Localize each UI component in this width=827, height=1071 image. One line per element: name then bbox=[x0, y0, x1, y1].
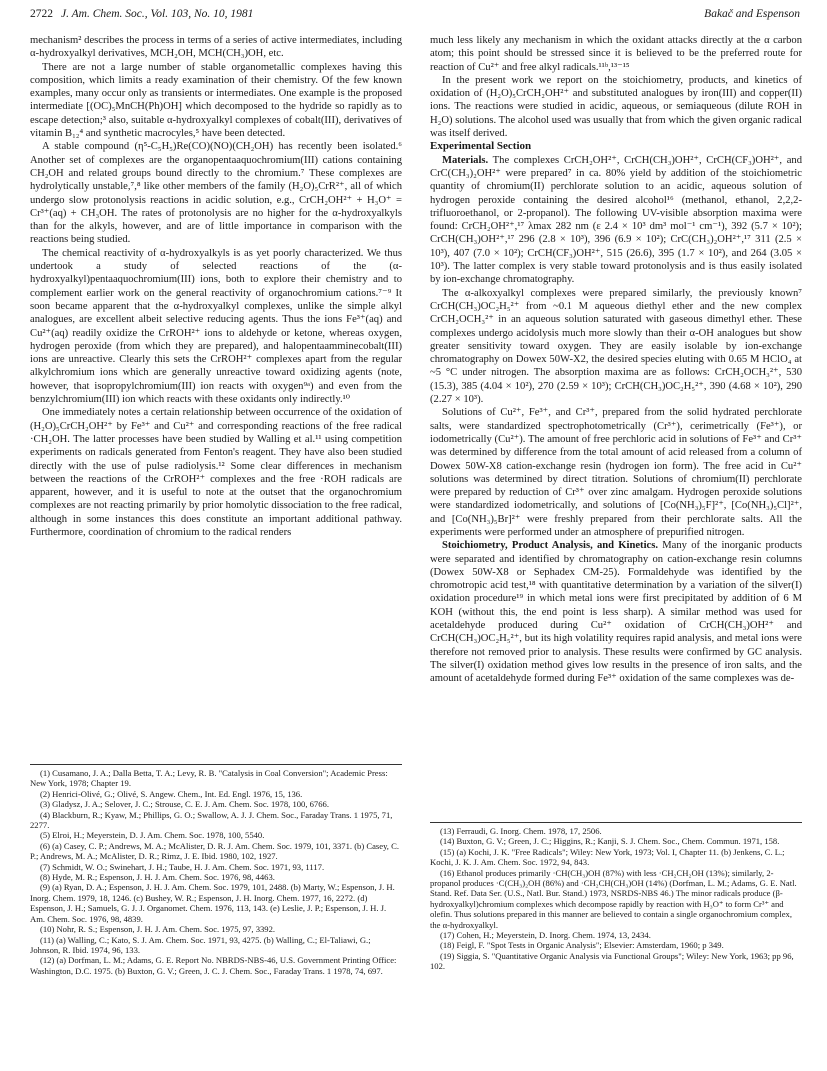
footnote: (15) (a) Kochi, J. K. "Free Radicals"; Wiley: New York, 1973; Vol. I, Chapter 11. (b) Jenkens, C. L.; Kochi, J. K. J. Am. Chem. Soc. 1972, 94, 843. bbox=[430, 846, 785, 868]
body-paragraph: In the present work we report on the stoichiometry, products, and kinetics of oxidation of (H₂O)₅CrCH₂OH²⁺ and substituted analogues by iron(III) and copper(II) ions. The reactions were studied in acidic, aqueous, or semiaqueous (dilute ROH in H₂O) solutions. The alcohol used was usually that from which the given organic radical was itself derived. bbox=[430, 74, 802, 140]
footnote: (19) Siggia, S. "Quantitative Organic Analysis via Functional Groups"; Wiley: New York, 1963; pp 96, 102. bbox=[430, 950, 794, 972]
footnotes-left bbox=[30, 764, 402, 976]
footnote: (4) Blackburn, R.; Kyaw, M.; Phillips, G. O.; Swallow, A. J. J. Chem. Soc., Faraday Trans. 1 1975, 71, 2277. bbox=[30, 809, 393, 831]
footnote: (13) Ferraudi, G. Inorg. Chem. 1978, 17, 2506. bbox=[440, 826, 602, 836]
footnote: (14) Buxton, G. V.; Green, J. C.; Higgins, R.; Kanji, S. J. Chem. Soc., Chem. Commun. 1971, 158. bbox=[440, 836, 780, 847]
footnote: (5) Elroi, H.; Meyerstein, D. J. Am. Chem. Soc. 1978, 100, 5540. bbox=[40, 830, 265, 841]
right-column bbox=[430, 34, 802, 686]
paragraph-text: Many of the inorganic products were separated and identified by chromatography on cation-exchange resin columns (Dowex 50W-X8 or Sephadex CM-25). Formaldehyde was identified by the chromotropic acid test,¹⁸ with quantitative determination by a variation of the silver(I) oxidation procedure¹⁹ in which metal ions were first precipitated by addition of 6 M KOH (without this, the end point is less sharp). A similar method was used for acetaldehyde produced during Cu²⁺ oxidation of CrCH(CH₃)OH²⁺ and CrCH(CH₃)OC₂H₅²⁺, but its high volatility requires rapid analysis, and metal ions were therefore not removed prior to analysis. These results were confirmed by GC analysis. The silver(I) oxidation method gives low results in the presence of iron salts, and the amount of acetaldehyde formed during Fe³⁺ oxidation of the same complexes was de- bbox=[430, 540, 802, 685]
body-paragraph bbox=[430, 539, 802, 685]
footnote: (2) Henrici-Olivé, G.; Olivé, S. Angew. Chem., Int. Ed. Engl. 1976, 15, 136. bbox=[40, 788, 303, 799]
body-paragraph: There are not a large number of stable organometallic complexes having this composition, which limits a ready examination of their chemistry. Of the few known examples, many occur only as transients or intermediates. One example is the proposed intermediate [(OC)₅MnCH(Ph)OH] which decomposed to the hydride so rapidly as to escape detection;³ also, suitable α-hydroxyalkyl complexes of cobalt(III), derivatives of vitamin B₁₂⁴ and synthetic macrocyles,⁵ have been detected. bbox=[30, 61, 402, 140]
footnote: (6) (a) Casey, C. P.; Andrews, M. A.; McAlister, D. R. J. Am. Chem. Soc. 1979, 101, 3371. (b) Casey, C. P.; Andrews, M. A.; McAlister, D. R.; Rimz, J. E. Ibid. 1980, 102, 1927. bbox=[30, 840, 399, 862]
body-paragraph: mechanism² describes the process in terms of a series of active intermediates, including α-hydroxyalkyl derivatives, MCH₂OH, MCH(CH₃)OH, etc. bbox=[30, 35, 402, 60]
left-column bbox=[30, 34, 402, 539]
body-paragraph: The chemical reactivity of α-hydroxyalkyls is as yet poorly characterized. We thus undertook a study of selected reactions of the (α-hydroxyalkyl)pentaaquochromium(III) ions, both to explore their chemistry and to complement earlier work on the general reactivity of organochromium cations.⁷⁻⁹ It soon became apparent that the α-hydroxyalkyl complexes, unlike the simple alkyl analogues, are excellent albeit selective reducing agents. Thus the ions Fe³⁺(aq) and Cu²⁺(aq) readily oxidize the CrROH²⁺ ions to aldehyde or ketone, whereas oxygen, hydrogen peroxide (from which they are prepared), and halopentaamminecobalt(III) ions are unreactive. Clearly this sets the CrROH²⁺ complexes apart from the regular alkylchromium ions which are generally unreactive toward oxidizing agents (note, however, that isopropylchromium(III) ion reacts with oxygen⁹ᵃ) and even from the benzylchromium(III) ion which reacts with these oxidants only indirectly.¹⁰ bbox=[30, 247, 402, 406]
footnote: (1) Cusamano, J. A.; Dalla Betta, T. A.; Levy, R. B. "Catalysis in Coal Conversion"; Academic Press: New York, 1978; Chapter 19. bbox=[30, 768, 388, 789]
footnote: (9) (a) Ryan, D. A.; Espenson, J. H. J. Am. Chem. Soc. 1979, 101, 2488. (b) Marty, W.; Espenson, J. H. Inorg. Chem. 1979, 18, 1246. (c) Bushey, W. R.; Espenson, J. H. Inorg. Chem. 1977, 16, 2272. (d) Espenson, J. H.; Samuels, G. J. J. Organomet. Chem. 1976, 113, 143. (e) Leslie, J. P.; Espenson, J. H. J. Am. Chem. Soc. 1976, 98, 4839. bbox=[30, 882, 395, 924]
footnote: (18) Feigl, F. "Spot Tests in Organic Analysis"; Elsevier: Amsterdam, 1960; p 349. bbox=[440, 940, 724, 951]
body-paragraph: Solutions of Cu²⁺, Fe³⁺, and Cr³⁺, prepared from the solid hydrated perchlorate salts, were standardized spectrophotometrically (Cr³⁺), cerimetrically (Fe³⁺), or iodometrically (Cu²⁺). The amount of free perchloric acid in solutions of Fe³⁺ and Cr³⁺ was determined by difference from the total amount of acid released from a column of Dowex 50W-X8 cation-exchange resin (hydrogen ion form). The free acid in Cu²⁺ solutions was determined by direct titration. Solutions of chromium(II) perchlorate were prepared by reduction of Cr³⁺ over zinc amalgam. Hydrogen peroxide solutions were standardized iodometrically, and solutions of [Co(NH₃)₅F]²⁺, [Co(NH₃)₅Cl]²⁺, and [Co(NH₃)₅Br]²⁺ were freshly prepared from their perchlorate salts. All the experiments were performed under an atmosphere of prepurified nitrogen. bbox=[430, 407, 802, 538]
footnotes-right bbox=[430, 822, 802, 972]
body-paragraph bbox=[430, 154, 802, 287]
footnote: (7) Schmidt, W. O.; Swinehart, J. H.; Taube, H. J. Am. Chem. Soc. 1971, 93, 1117. bbox=[40, 861, 325, 872]
footnote: (16) Ethanol produces primarily ·CH(CH₃)OH (87%) with less ·CH₂CH₂OH (13%); similarly, 2-propanol produces ·C(CH₃)₂OH (86%) and ·CH₂CH(CH₃)OH (14%) (Dorfman, L. M.; Adams, G. E. Natl. Stand. Ref. Data Ser. (U.S., Natl. Bur. Stand.) 1973, NSRDS-NBS 46.) The minor radicals produce (β-hydroxyalkyl)chromium complexes which decompose rapidly by reaction with H₃O⁺ to form Cr³⁺ and olefin. Thus solutions prepared in this manner are believed to contain a single organochromium complex, the α-hydroxyalkyl. bbox=[430, 867, 797, 930]
run-in-heading: Materials. bbox=[442, 154, 489, 166]
run-in-heading: Stoichiometry, Product Analysis, and Kinetics. bbox=[442, 540, 658, 552]
body-paragraph: The α-alkoxyalkyl complexes were prepared similarly, the previously known⁷ CrCH(CH₃)OC₂H₅²⁺ from ~0.1 M aqueous diethyl ether and the new complex CrCH₂OCH₃²⁺ in an aqueous solution saturated with gaseous dimethyl ether. These complexes undergo acidolysis much more slowly than their α-OH analogues but show greater sensitivity toward oxygen. They are easily isolable by ion-exchange chromatography on Dowex 50W-X2, the desired species eluting with 0.65 M HClO₄ at ~5 °C under nitrogen. The absorption maxima are as follows: CrCH₂OCH₃²⁺, 530 (15.3), 385 (4.04 × 10²), 270 (2.59 × 10³); CrCH(CH₃)OC₂H₅²⁺, 390 (4.68 × 10²), 290 (2.27 × 10³). bbox=[430, 287, 802, 406]
running-head-left bbox=[30, 8, 253, 20]
paragraph-text: The complexes CrCH₂OH²⁺, CrCH(CH₃)OH²⁺, CrCH(CF₃)OH²⁺, and CrC(CH₃)₂OH²⁺ were prepared⁷ in ca. 80% yield by addition of the stoichiometric quantity of chromium(II) perchlorate solution to an acidic, aqueous solution of hydrogen peroxide containing the desired alcohol¹⁶ (methanol, ethanol, 2,2,2-trifluoroethanol, or 2-propanol). The following UV-visible absorption maxima were found: CrCH₂OH²⁺,¹⁷ λmax 282 nm (ε 2.4 × 10³ dm³ mol⁻¹ cm⁻¹), 392 (5.7 × 10²); CrCH(CH₃)OH²⁺,¹⁷ 296 (2.8 × 10³), 396 (6.9 × 10²); CrC(CH₃)₂OH²⁺,¹⁷ 311 (2.5 × 10³), 407 (7.0 × 10²); CrCH(CF₃)OH²⁺, 515 (26.6), 395 (1.7 × 10²), and 264 (3.05 × 10³). The latter complex is very stable toward protonolysis and is thus easily isolated by ion-exchange chromatography. bbox=[430, 154, 802, 286]
section-heading: Experimental Section bbox=[430, 140, 532, 153]
footnote: (12) (a) Dorfman, L. M.; Adams, G. E. Report No. NBRDS-NBS-46, U.S. Government Printing Office: Washington, D.C. 1975. (b) Buxton, G. V.; Green, J. C. J. Chem. Soc., Faraday Trans. 1 1978, 74, 697. bbox=[30, 955, 397, 976]
footnote: (17) Cohen, H.; Meyerstein, D. Inorg. Chem. 1974, 13, 2434. bbox=[440, 930, 651, 941]
page-number: 2722 bbox=[30, 8, 53, 20]
body-paragraph: much less likely any mechanism in which the oxidant attacks directly at the α carbon atom; this point should be stressed since it is believed to be the preferred route for reaction of Cu²⁺ and free alkyl radicals.¹¹ᵇ,¹³⁻¹⁵ bbox=[430, 35, 802, 73]
body-paragraph: A stable compound (η⁵-C₅H₅)Re(CO)(NO)(CH₂OH) has recently been isolated.⁶ Another set of complexes are the organopentaaquochromium(III) cations containing CH₂OH and related groups bound directly to the chromium.⁷ These complexes are hydrolytically unstable,⁷,⁸ like other members of the family (H₂O)₅CrR²⁺, all of which undergo slow protonolysis reactions in acidic solution, e.g., CrCH₂OH²⁺ + H₃O⁺ = Cr³⁺(aq) + CH₃OH. The rates of protonolysis are no higher for the α-hydroxyalkyls than for the alkyls, however, and are of little importance in comparison with the reactions being studied. bbox=[30, 141, 402, 246]
journal-citation: J. Am. Chem. Soc., Vol. 103, No. 10, 1981 bbox=[61, 8, 254, 20]
footnote: (8) Hyde, M. R.; Espenson, J. H. J. Am. Chem. Soc. 1976, 98, 4463. bbox=[40, 872, 275, 883]
footnote: (10) Nohr, R. S.; Espenson, J. H. J. Am. Chem. Soc. 1975, 97, 3392. bbox=[40, 924, 276, 935]
body-paragraph: One immediately notes a certain relationship between occurrence of the oxidation of (H₂O)₅CrCH₂OH²⁺ by Fe³⁺ and Cu²⁺ and corresponding reactions of the free radical ·CH₂OH. The latter processes have been studied by Walling et al.¹¹ using competition experiments on radicals generated from Fenton's reagent. They have also been studied directly with the use of pulse radiolysis.¹² Some clear differences in mechanism between the reactions of the CrROH²⁺ complexes and the free ·ROH radicals are apparent, however, and it is useful to note at the outset that the organochromium complexes are not reacting primarily by prior homolytic dissociation to the free radical, although in some instances this does constitute an important additional pathway. Furthermore, coordination of chromium to the radical renders bbox=[30, 407, 402, 538]
footnote: (11) (a) Walling, C.; Kato, S. J. Am. Chem. Soc. 1971, 93, 4275. (b) Walling, C.; El-Taliawi, G.; Johnson, R. Ibid. 1974, 96, 133. bbox=[30, 934, 371, 955]
footnote: (3) Gladysz, J. A.; Selover, J. C.; Strouse, C. E. J. Am. Chem. Soc. 1978, 100, 6766. bbox=[40, 799, 329, 810]
running-head-authors: Bakač and Espenson bbox=[704, 8, 800, 20]
page-header bbox=[30, 8, 800, 26]
